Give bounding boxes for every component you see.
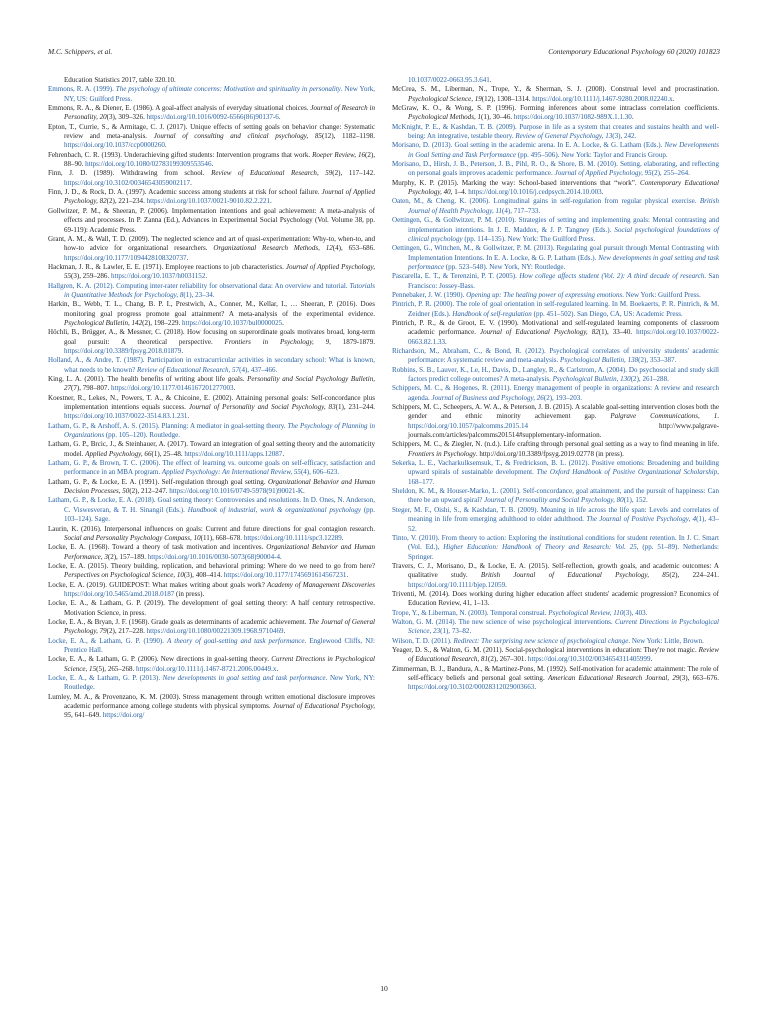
reference-text: Emmons, R. A. (1999). — [48, 85, 116, 94]
reference-text: . — [270, 197, 272, 206]
reference-text: . New York: Little, Brown. — [628, 636, 704, 645]
reference-text: Hackman, J. R., & Lawler, E. E. (1971). Employee reactions to job characteristics. — [48, 262, 286, 271]
reference-text: Hallgren, K. A. (2012). Computing inter-rater reliability for observational data: An overview and tutorial. — [48, 281, 350, 290]
doi-link[interactable]: https://doi.org/10.1111/j.1467-9280.2008.02240.x — [532, 94, 673, 103]
reference-text: Richardson, M., Abraham, C., & Bond, R. (2012). Psychological correlates of university students' academic performance: A systematic review and meta-analysis. — [392, 346, 719, 365]
doi-link[interactable]: https://doi.org/10.1037/bul0000025 — [182, 318, 283, 327]
reference-text: . — [717, 412, 719, 421]
reference-entry — [392, 562, 719, 590]
reference-text: Koestner, R., Lekes, N., Powers, T. A., & Chicoine, E. (2002). Attaining personal goals: Self-concordance plus implementation intentions equals success. — [48, 393, 375, 412]
reference-source-title: Review of Educational Research, 57 — [137, 365, 240, 374]
reference-text: (pp. 114–135). New York: The Guilford Press. — [462, 234, 596, 243]
reference-text: . — [190, 178, 192, 187]
doi-link[interactable]: https://doi.org/10.1057/palcomms.2015.14 — [408, 421, 529, 430]
reference-entry[interactable] — [392, 216, 719, 244]
reference-entry[interactable] — [392, 366, 719, 385]
reference-text: (2), 157–189. — [107, 552, 148, 561]
reference-text: . — [534, 683, 537, 692]
reference-source-title: How college affects student (Vol. 2): A third decade of research — [519, 272, 705, 281]
doi-link[interactable]: https://doi.org/10.1037/0022-0663.82.1.33 — [408, 328, 719, 346]
reference-source-title: Journal of Business and Psychology, 26 — [431, 393, 544, 402]
reference-text: Latham, G. P., & Brown, T. C. (2006). The effect of learning vs. outcome goals on self-efficacy, satisfaction and performance in an MBA program. — [48, 459, 375, 477]
reference-text: (1), 23–34. — [183, 290, 215, 299]
reference-source-title: Opening up: The healing power of expressing emotions — [466, 290, 623, 299]
reference-text: Grant, A. M., & Wall, T. D. (2009). The neglected science and art of quasi-experimentation: Why-to, when-to, and how-to advice for organizational researchers. — [48, 234, 375, 253]
reference-text: . — [278, 113, 281, 122]
reference-text: . — [650, 655, 653, 664]
reference-entry — [48, 169, 375, 188]
doi-link[interactable]: https://doi.org/10.1177/1094428108320737 — [64, 253, 187, 262]
reference-text: (3), 408–414. — [183, 571, 224, 580]
reference-text: . — [279, 552, 282, 561]
reference-text: Oaten, M., & Cheng, K. (2006). Longitudinal gains in self-regulation from regular physical exercise. — [392, 197, 700, 206]
reference-text: Latham, G. P., Brcic, J., & Steinhauer, A. (2017). Toward an integration of goal setting theory and the automaticity model. — [48, 440, 375, 458]
reference-source-title: A theory of goal-setting and task performance — [167, 636, 305, 645]
reference-source-title: Journal of consulting and clinical psychology, 85 — [153, 132, 322, 141]
reference-text: Schippers, M. C., Scheepers, A. W. A., & Peterson, J. B. (2015). A scalable goal-setting intervention closes both the gender and ethnic minority achievement gap. — [392, 403, 719, 421]
reference-text: (2), 261–288. — [630, 375, 669, 383]
reference-source-title: Organizational Behavior and Human Performance, 3 — [64, 543, 375, 561]
doi-link[interactable]: https://doi.org/10.1177/1745691614567231 — [223, 571, 347, 580]
reference-text: (3), 309–326. — [106, 113, 147, 122]
reference-source-title: British Journal of Educational Psychology, 85 — [480, 571, 670, 580]
reference-source-title: British Journal of Health Psychology, 11 — [408, 197, 719, 215]
reference-entry[interactable] — [392, 487, 719, 506]
reference-text: Lumley, M. A., & Provenzano, K. M. (2003). Stress management through written emotional disclosure improves academic performance among college students with physical symptoms. — [48, 692, 375, 711]
reference-entry[interactable] — [48, 459, 375, 478]
doi-link[interactable]: https://doi.org/10.3102/00346543059002117 — [64, 178, 191, 187]
reference-entry[interactable] — [392, 197, 719, 216]
reference-text: . — [164, 141, 167, 150]
reference-text: (12), 1308–1314. — [481, 94, 533, 103]
reference-text: McKnight, P. E., & Kashdan, T. B. (2009). Purpose in life as a system that creates and sustains health and well-being: An integrative, testable theory. — [392, 122, 719, 141]
references-column-right — [392, 76, 719, 693]
reference-text: (4), 653–686. — [332, 244, 375, 253]
reference-text: . — [303, 487, 305, 496]
reference-entry[interactable] — [392, 534, 719, 562]
reference-text: . Englewood Cliffs, NJ: Prentice Hall. — [64, 636, 375, 654]
reference-text: (2), 224–241. — [669, 571, 720, 580]
reference-text: . — [489, 76, 492, 84]
reference-source-title: Review of General Psychology, 13 — [515, 132, 613, 141]
reference-text: Sheldon, K. M., & Houser-Marko, L. (2001). Self-concordance, goal attainment, and the pursuit of happiness: Can there be an upward spiral? — [392, 487, 719, 505]
doi-link[interactable]: 10.1037/0022-0663.95.3.641 — [408, 76, 490, 84]
reference-text: Education Statistics 2017, table 320.10. — [64, 76, 176, 84]
reference-text: (2), 212–247. — [129, 487, 170, 496]
reference-text: (7), 798–807. — [71, 384, 111, 393]
reference-text: (2), 88–90. — [64, 150, 375, 169]
reference-entry[interactable] — [392, 609, 719, 618]
reference-text: Wilson, T. D. (2011). — [392, 636, 454, 645]
reference-entry — [48, 478, 375, 497]
reference-source-title: Current Directions in Psychological Science, 23 — [408, 617, 719, 636]
reference-text: (4), 717–733. — [502, 206, 541, 215]
reference-text: Fehrenbach, C. R. (1993). Underachieving gifted students: Intervention programs that work. — [48, 150, 313, 159]
reference-text: (1), 25–48. — [151, 449, 185, 458]
reference-text: (2), 117–142. — [332, 169, 375, 178]
reference-entry[interactable] — [392, 244, 719, 272]
reference-text: Tinto, V. (2010). From theory to action: Exploring the institutional conditions for student retention. In J. C. Smart (Vol. Ed.), — [392, 533, 719, 552]
reference-source-title: Tutorials in Quantitative Methods for Psychology, 8 — [64, 281, 375, 299]
reference-source-title: Handbook of industrial, work & organizational psychology — [187, 505, 362, 514]
reference-text: Morisano, D. (2013). Goal setting in the academic arena. In E. A. Locke, & G. Latham (Eds.). — [392, 141, 665, 150]
reference-entry[interactable] — [48, 356, 375, 375]
doi-link[interactable]: https://doi.org/10.1111/j.1467-8721.2006.00449.x — [136, 664, 277, 673]
reference-text: Pennebaker, J. W. (1990). — [392, 290, 467, 299]
reference-text: (4), 606–623. — [300, 468, 340, 477]
reference-entry[interactable] — [48, 674, 375, 693]
reference-text: Latham, G. P., & Locke, E. A. (2018). Goal setting theory: Controversies and resolutions. In D. Ones, N. Anderson, C. Viswesveran, & T. H. Sinangil (Eds.). — [48, 496, 375, 514]
reference-text: Locke, E. A. (2015). Theory building, replication, and behavioral priming: Where do we need to go from here? — [48, 561, 375, 570]
reference-text: . — [672, 94, 675, 103]
reference-text: . — [346, 571, 349, 580]
reference-text: Pintrich, P. R. (2000). The role of goal orientation in self-regulated learning. In M. Boekaerts, P. R. Pintrich, & M. Zeidner (Eds.). — [392, 300, 719, 318]
reference-source-title: Psychological Bulletin, 138 — [560, 356, 639, 365]
reference-text: (1), 152. — [623, 496, 648, 505]
reference-source-title: Psychological Bulletin, 142 — [64, 318, 143, 327]
reference-text: (2), 217–228. — [106, 627, 147, 636]
reference-source-title: Journal of Applied Psychology, 82 — [64, 188, 375, 206]
reference-text: (pp. 495–506). New York: Taylor and Francis Group. — [515, 150, 668, 159]
reference-text: . — [631, 113, 634, 122]
reference-text: Latham, G. P., & Arshoff, A. S. (2015). Planning: A mediator in goal-setting theory. — [48, 421, 288, 430]
references-column-left — [48, 76, 375, 721]
reference-text: (in press). — [174, 589, 205, 598]
reference-entry — [48, 562, 375, 581]
reference-text: . — [181, 346, 184, 355]
reference-text: . New York: Guilford Press. — [622, 290, 701, 299]
doi-link[interactable]: https://doi.org/10.5465/amd.2018.0187 — [64, 589, 175, 598]
reference-source-title: Higher Education: Handbook of Theory and Research: Vol. 25 — [443, 543, 637, 552]
reference-text: Locke, E. A. (2019). GUIDEPOST: What makes writing about goals work? — [48, 580, 268, 589]
doi-link[interactable]: https://doi.org/10.1037/0021-9010.82.2.221 — [146, 197, 270, 206]
reference-text: . — [186, 253, 189, 262]
reference-entry[interactable] — [48, 85, 375, 104]
reference-source-title: Applied Psychology, 66 — [85, 449, 152, 458]
reference-text: Locke, E. A., & Latham, G. P. (1990). — [48, 636, 168, 645]
reference-source-title: Perspectives on Psychological Science, 10 — [64, 571, 184, 580]
reference-source-title: Roeper Review, 16 — [312, 150, 366, 159]
reference-text: . — [601, 188, 604, 197]
reference-entry — [392, 76, 719, 85]
doi-link[interactable]: https://doi.org/ — [102, 711, 145, 720]
doi-link[interactable]: https://doi.org/10.1080/02783199309553546 — [85, 160, 212, 169]
reference-text: Locke, E. A., & Latham, G. P. (2013). — [48, 674, 163, 682]
reference-text: Locke, E. A., & Latham, G. P. (2006). New directions in goal-setting theory. — [48, 655, 272, 664]
reference-entry — [48, 300, 375, 328]
reference-source-title: The Journal of Positive Psychology, 4 — [586, 515, 697, 524]
reference-source-title: Journal of Educational Psychology, 95 — [64, 702, 375, 720]
reference-text: . — [276, 664, 279, 673]
reference-text: Zimmerman, B. J., Bandura, A., & Martinez-Pons, M. (1992). Self-motivation for academic attainment: The role of self-efficacy beliefs and personal goal setting. — [392, 664, 719, 682]
reference-text: . — [282, 449, 285, 458]
reference-entry — [48, 207, 375, 235]
reference-source-title: Journal of Applied Psychology, 95 — [554, 169, 652, 178]
reference-source-title: Handbook of self-regulation — [452, 309, 532, 318]
reference-text: Triventi, M. (2014). Does working during higher education affect students' academic progression? Economics of Education Review, 41, 1–13. — [392, 589, 719, 608]
reference-text: . — [233, 384, 236, 393]
reference-entry — [48, 693, 375, 721]
reference-entry — [48, 394, 375, 422]
reference-entry[interactable] — [392, 459, 719, 487]
reference-text: (1), 30–46. — [481, 113, 514, 122]
reference-text: (3), 663–676. — [679, 674, 720, 682]
doi-link[interactable]: https://doi.org/10.1037/ccp0000260 — [64, 141, 165, 150]
reference-text: (2), 193–203. — [543, 393, 583, 402]
reference-text: Yeager, D. S., & Walton, G. M. (2011). Social-psychological interventions in education: They're not magic. — [392, 645, 699, 654]
reference-source-title: Academy of Management Discoveries — [267, 580, 375, 589]
reference-text: . — [282, 318, 284, 327]
reference-entry — [392, 646, 719, 665]
reference-text: McCrea, S. M., Liberman, N., Trope, Y., & Sherman, S. J. (2008). Construal level and procrastination. — [392, 85, 719, 94]
reference-entry — [392, 179, 719, 198]
reference-text: Trope, Y., & Liberman, N. (2003). Temporal construal. — [392, 608, 549, 617]
reference-text: . New York, NY, US: Guilford Press. — [64, 85, 375, 103]
doi-link[interactable]: https://doi.org/10.3102/0034654311405999 — [527, 655, 651, 664]
reference-text: . — [283, 627, 286, 636]
reference-text: King, L. A. (2001). The health benefits of writing about life goals. — [48, 375, 248, 383]
reference-text: . — [187, 412, 190, 421]
reference-text: Sekerka, L. E., Vacharkulksemsuk, T., & Fredrickson, B. L. (2012). Positive emotions: Broadening and building upward spirals of sustainable development. — [392, 459, 719, 477]
reference-text: (3), 403. — [623, 608, 648, 617]
reference-entry[interactable] — [48, 637, 375, 656]
reference-source-title: Journal of Applied Psychology, 55 — [64, 262, 375, 281]
reference-entry[interactable] — [392, 347, 719, 366]
doi-link[interactable]: https://doi.org/10.1016/0092-6566(86)90137-6 — [146, 113, 279, 122]
reference-source-title: Frontiers in Psychology — [408, 449, 476, 458]
reference-entry[interactable] — [392, 160, 719, 179]
reference-entry — [392, 104, 719, 123]
reference-text: . — [205, 272, 208, 281]
reference-source-title: Palgrave Communications, 1 — [610, 412, 718, 421]
reference-text: Oettingen, G., & Gollwitzer, P. M. (2010). Strategies of setting and implementing goals: Mental contrasting and implementation intentions. In J. E. Maddox, & J. P. Tangney (Eds.). — [392, 216, 719, 234]
reference-entry — [392, 403, 719, 440]
doi-link[interactable]: https://doi.org/10.1016/0749-5978(91)90021-K — [169, 487, 304, 496]
reference-entry — [48, 618, 375, 637]
reference-text: , 1–4. — [450, 188, 469, 197]
reference-text: Schippers, M. C., & Ziegler, N. (n.d.). Life crafting through personal goal setting as a way to find meaning in life. — [392, 440, 719, 449]
reference-source-title: Psychological Science, 19 — [408, 94, 482, 103]
running-header-authors: M.C. Schippers, et al. — [48, 47, 113, 56]
reference-entry — [48, 440, 375, 459]
page-number: 10 — [380, 984, 388, 993]
reference-text: Locke, E. A., & Bryan, J. F. (1968). Grade goals as determinants of academic achievement. — [48, 617, 309, 626]
reference-entry[interactable] — [392, 141, 719, 160]
reference-entry — [392, 590, 719, 609]
reference-entry — [392, 665, 719, 693]
doi-link[interactable]: https://doi.org/10.1111/bjep.12059 — [408, 580, 506, 589]
reference-entry[interactable] — [392, 618, 719, 637]
reference-text: Pascarella, E. T., & Terenzini, P. T. (2005). — [392, 272, 520, 281]
reference-entry — [48, 655, 375, 674]
reference-text: Finn, J. D., & Rock, D. A. (1997). Academic success among students at risk for school failure. — [48, 188, 322, 197]
reference-text: (12), 1182–1198. — [321, 132, 375, 141]
running-header-journal: Contemporary Educational Psychology 60 (2020) 101823 — [548, 47, 720, 56]
reference-text: Harkin, B., Webb, T. L., Chang, B. P. I., Prestwich, A., Conner, M., Kellar, I., … Sheeran, P. (2016). Does monitoring goal progress promote goal attainment? A meta-analysis of the experimental evidence. — [48, 300, 375, 318]
reference-entry — [48, 328, 375, 356]
reference-text: . San Francisco: Jossey-Bass. — [408, 272, 719, 290]
reference-entry — [48, 235, 375, 263]
reference-text: (pp. 105–120). Routledge. — [104, 431, 181, 440]
reference-entry — [48, 525, 375, 544]
reference-entry[interactable] — [48, 282, 375, 301]
reference-text: (1), 33–40. — [598, 328, 637, 337]
reference-text: Murphy, K. P. (2015). Marking the way: School-based interventions that “work”. — [392, 178, 641, 187]
doi-link[interactable]: https://doi.org/10.1111/spc3.12289 — [243, 533, 342, 542]
reference-text: (3), 242. — [612, 132, 637, 141]
reference-source-title: The Psychology of Planning in Organizations — [64, 421, 375, 440]
doi-link[interactable]: https://doi.org/10.3389/fpsyg.2018.01879 — [64, 346, 182, 355]
reference-source-title: The psychology of ultimate concerns: Motivation and spirituality in personality — [115, 85, 341, 94]
doi-link[interactable]: https://doi.org/10.3102/00028312029003663 — [408, 683, 535, 692]
reference-text: . — [341, 533, 344, 542]
reference-text: Walton, G. M. (2014). The new science of wise psychological interventions. — [392, 617, 615, 626]
reference-source-title: Review of Educational Research, 81 — [408, 645, 719, 664]
reference-source-title: Personality and Social Psychology Bulletin, 27 — [64, 375, 375, 393]
reference-entry — [48, 543, 375, 562]
reference-entry — [48, 599, 375, 618]
reference-source-title: New developments in goal setting and task performance — [408, 253, 719, 271]
reference-text: (1), 231–244. — [335, 403, 375, 412]
reference-source-title: Organizational Behavior and Human Decision Processes, 50 — [64, 477, 375, 496]
reference-text: (4), 437–466. — [239, 365, 278, 374]
reference-text: , (pp. 51–89). Netherlands: Springer. — [408, 543, 719, 561]
reference-entry[interactable] — [392, 291, 719, 300]
reference-text: Holland, A., & Andre, T. (1987). Participation in extracurricular activities in secondary school: What is known, what needs to be known? — [48, 356, 375, 374]
reference-entry — [48, 76, 375, 85]
reference-entry[interactable] — [392, 272, 719, 291]
reference-source-title: New developments in goal setting and task performance — [162, 674, 326, 682]
reference-text: (11), 668–678. — [200, 533, 244, 542]
reference-source-title: The Oxford Handbook of Positive Organizational Scholarship — [536, 468, 718, 477]
reference-text: Morisano, D., Hirsh, J. B., Peterson, J. B., Pihl, R. O., & Shore, B. M. (2010). Setting, elaborating, and reflecting on personal goals improves academic performance. — [392, 160, 719, 178]
reference-text: (2), 267–301. — [487, 655, 528, 664]
reference-text: Epton, T., Currie, S., & Armitage, C. J. (2017). Unique effects of setting goals on behavior change: Systematic review and meta-analysis. — [48, 122, 375, 141]
reference-entry — [48, 123, 375, 151]
reference-text: , 168–177. — [408, 468, 719, 486]
reference-entry[interactable] — [392, 123, 719, 142]
reference-source-title: Redirect: The surprising new science of psychological change — [453, 636, 629, 645]
reference-text: (1), 73–82. — [440, 627, 472, 636]
reference-text: (2), 198–229. — [142, 318, 183, 327]
reference-source-title: Psychological Methods, 1 — [408, 113, 481, 122]
reference-text: Pintrich, P. R., & de Groot, E. V. (1990). Motivational and self-regulated learning components of classroom academic performance. — [392, 318, 719, 337]
reference-text: , 1879-1879. — [329, 337, 375, 346]
reference-text: Emmons, R. A., & Diener, E. (1986). A goal-affect analysis of everyday situational choices. — [48, 104, 311, 113]
reference-text: Latham, G. P., & Locke, E. A. (1991). Self-regulation through goal setting. — [48, 477, 268, 486]
doi-link[interactable]: https://doi.org/10.1177/0146167201277003 — [110, 384, 234, 393]
reference-text: . — [445, 337, 447, 346]
reference-text: (2), 255–264. — [651, 169, 690, 178]
reference-source-title: Journal of Personality and Social Psychology, 80 — [484, 496, 624, 505]
reference-text: Oettingen, G., Wittchen, M., & Gollwitzer, P. M. (2013). Regulating goal pursuit through Mental Contrasting with Implementation Intentions. In E. A. Locke, & G. P. Latham (Eds.). — [392, 244, 719, 262]
reference-source-title: Journal of Personality and Social Psychology, 83 — [188, 403, 336, 412]
reference-text: (3), 259–286. — [71, 272, 111, 281]
reference-text: . http://doi.org/10.3389/fpsyg.2019.02778 (in press). — [475, 449, 624, 458]
reference-text: (pp. 103–124). Sage. — [64, 505, 375, 524]
reference-source-title: New Developments in Goal Setting and Task Performance — [408, 141, 719, 159]
reference-source-title: Review of Educational Research, 59 — [211, 169, 333, 178]
reference-text: (pp. 451–502). San Diego, CA, US: Academic Press. — [531, 309, 683, 318]
reference-entry[interactable] — [392, 506, 719, 534]
reference-entry — [392, 85, 719, 104]
reference-source-title: Frontiers in Psychology, 9 — [224, 337, 330, 346]
reference-entry — [48, 581, 375, 600]
reference-text: . New York, NY: Routledge. — [64, 674, 375, 692]
reference-entry[interactable] — [392, 384, 719, 403]
reference-source-title: Social and Personality Psychology Compass, 10 — [64, 533, 201, 542]
reference-source-title: Psychological Bulletin, 130 — [552, 375, 631, 383]
reference-source-title: The Journal of General Psychology, 79 — [64, 617, 375, 636]
reference-text: Finn, J. D. (1989). Withdrawing from school. — [48, 169, 212, 178]
reference-entry — [48, 263, 375, 282]
reference-source-title: Social psychological foundations of clinical psychology — [408, 225, 719, 243]
reference-entry[interactable] — [392, 300, 719, 319]
reference-entry — [392, 440, 719, 459]
doi-link[interactable]: https://doi.org/10.1111/apps.12087 — [184, 449, 283, 458]
reference-source-title: Contemporary Educational Psychology, 40 — [408, 178, 719, 197]
reference-text: Höchli, B., Brügger, A., & Messner, C. (2018). How focusing on superordinate goals motivates broad, long-term goal pursuit: A theoretical perspective. — [48, 328, 375, 346]
reference-source-title: Organizational Research Methods, 12 — [213, 244, 333, 253]
doi-link[interactable]: https://doi.org/10.1037/1082-989X.1.1.30 — [513, 113, 632, 122]
reference-text: Locke, E. A., & Latham, G. P. (2019). The development of goal setting theory: A half century retrospective. Motivation Science, in press. — [48, 599, 375, 617]
doi-link[interactable]: https://doi.org/10.1016/0030-5073(68)90004-4 — [147, 552, 280, 561]
reference-text: (2), 353–387. — [638, 356, 677, 365]
reference-entry — [392, 319, 719, 347]
reference-text: Travers, C. J., Morisano, D., & Locke, E. A. (2015). Self-reflection, growth goals, and academic outcomes: A qualitative study. — [392, 561, 719, 580]
reference-text: , 641–649. — [71, 711, 103, 720]
reference-text: Gollwitzer, P. M., & Sheeran, P. (2006). Implementation intentions and goal achievement: A meta-analysis of effects and processes. In P. Zanna (Ed.), Advances in Experimental Social Psychology (Vol. Volume 38, pp. 69-119): Academic Press. — [48, 206, 375, 234]
reference-text: http://www.palgrave-journals.com/articles/palcomms201514#supplementary-information. — [408, 421, 719, 440]
reference-text: McGraw, K. O., & Wong, S. P. (1996). Forming inferences about some intraclass correlation coefficients. — [392, 104, 719, 113]
reference-text: (2), 221–234. — [106, 197, 147, 206]
reference-text: (pp. 523–548). New York, NY: Routledge. — [444, 262, 566, 271]
doi-link[interactable]: https://doi.org/10.1080/00221309.1968.9710469 — [146, 627, 284, 636]
reference-entry[interactable] — [48, 422, 375, 441]
reference-text: Steger, M. F., Oishi, S., & Kashdan, T. B. (2009). Meaning in life across the life span: Levels and correlates of meaning in life from emerging adulthood to older adulthood. — [392, 505, 719, 524]
reference-entry — [48, 375, 375, 394]
reference-source-title: Journal of Educational Psychology, 82 — [479, 328, 599, 337]
reference-text: Laurin, K. (2016). Interpersonal influences on goals: Current and future directions for goal contagion research. — [48, 524, 375, 533]
reference-text: (5), 265–268. — [96, 664, 137, 673]
reference-entry — [48, 151, 375, 170]
reference-text: Schippers, M. C., & Hogenes, R. (2011). Energy management of people in organizations: A review and research agenda. — [392, 384, 719, 402]
reference-source-title: American Educational Research Journal, 29 — [547, 674, 680, 682]
reference-entry[interactable] — [48, 496, 375, 524]
reference-entry[interactable] — [392, 637, 719, 646]
reference-source-title: Current Directions in Psychological Science, 15 — [64, 655, 375, 673]
reference-text: . — [505, 580, 507, 589]
doi-link[interactable]: https://doi.org/10.1037/0022-3514.83.1.231 — [64, 412, 188, 421]
doi-link[interactable]: https://doi.org/10.1016/j.cedpsych.2014.10.003 — [468, 188, 602, 197]
reference-source-title: Applied Psychology: An International Review, 55 — [161, 468, 301, 477]
reference-text: Robbins, S. B., Lauver, K., Le, H., Davis, D., Langley, R., & Carlstrom, A. (2004). Do psychosocial and study skill factors predict college outcomes? A meta-analysis. — [392, 365, 719, 383]
reference-entry — [48, 188, 375, 207]
doi-link[interactable]: https://doi.org/10.1037/h0031152 — [110, 272, 206, 281]
reference-entry — [48, 104, 375, 123]
reference-source-title: Journal of Research in Personality, 20 — [64, 104, 375, 122]
reference-text: Locke, E. A. (1968). Toward a theory of task motivation and incentives. — [48, 543, 267, 552]
reference-source-title: Psychological Review, 110 — [548, 608, 624, 617]
reference-text: (1), 43–52. — [408, 515, 720, 533]
reference-text: . — [211, 160, 214, 169]
